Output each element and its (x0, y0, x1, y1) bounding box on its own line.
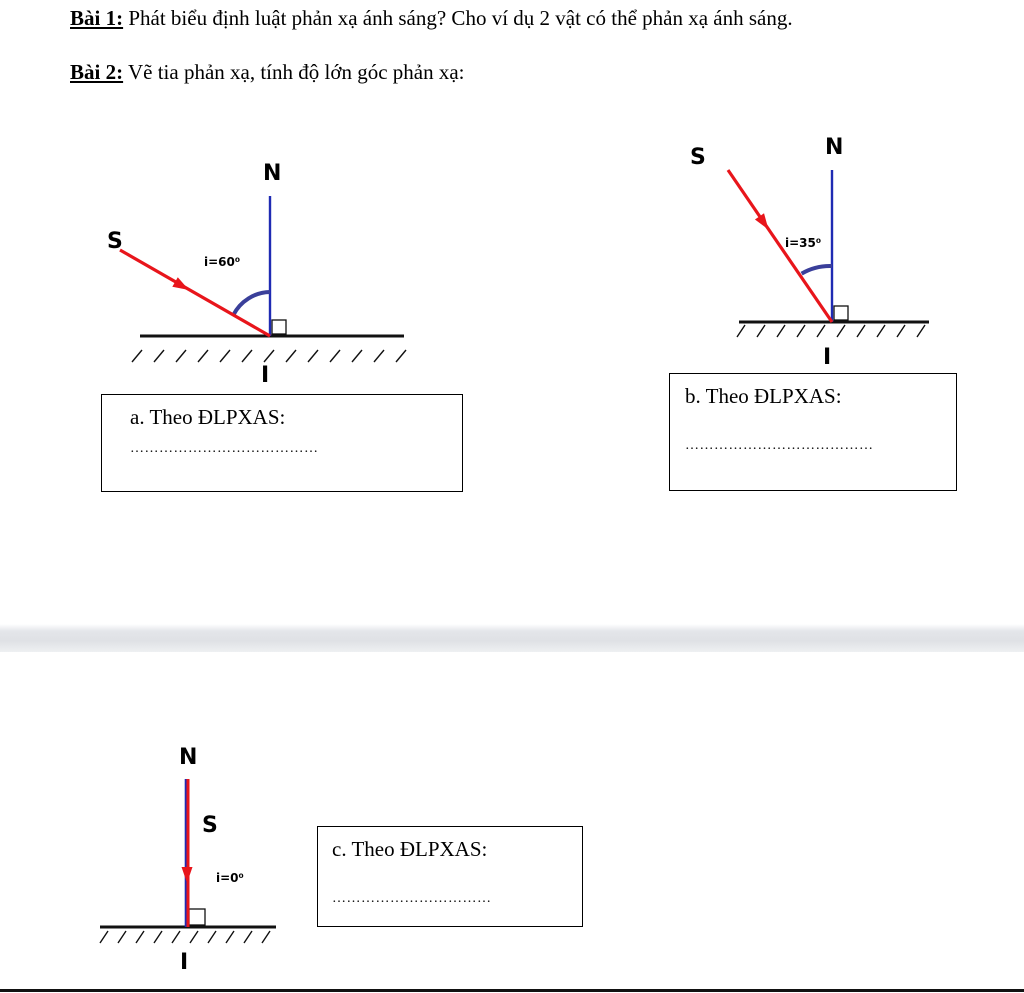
point-label: I (261, 363, 270, 388)
right-angle-marker (272, 320, 286, 334)
normal-label: N (825, 135, 844, 160)
exercise-2 (70, 60, 465, 85)
incident-ray (120, 250, 270, 336)
figure-c-diagram (90, 735, 290, 975)
answer-a-title: a. Theo ĐLPXAS: (130, 405, 286, 429)
bottom-border (0, 989, 1024, 992)
answer-b-blank[interactable]: ………………………………… (685, 438, 874, 453)
angle-label: i=0⁰ (216, 871, 244, 885)
figure-b (685, 125, 945, 370)
ray-arrowhead (182, 867, 193, 883)
page-separator (0, 624, 1024, 652)
mirror-hatching (737, 325, 925, 337)
right-angle-marker (189, 909, 205, 925)
exercise-1-text: Phát biểu định luật phản xạ ánh sáng? Cho ví dụ 2 vật có thể phản xạ ánh sáng. (123, 6, 793, 30)
exercise-2-label: Bài 2: (70, 60, 124, 84)
source-label: S (107, 229, 123, 254)
exercise-2-text: Vẽ tia phản xạ, tính độ lớn góc phản xạ: (123, 60, 465, 84)
figure-b-diagram (685, 125, 945, 370)
normal-label: N (179, 745, 198, 770)
answer-box-c[interactable] (317, 826, 583, 927)
figure-c (90, 735, 290, 975)
point-label: I (823, 345, 832, 370)
angle-label: i=60⁰ (204, 255, 241, 269)
angle-arc (802, 266, 832, 274)
figure-a-diagram (107, 150, 420, 390)
exercise-1-label: Bài 1: (70, 6, 124, 30)
figure-a (107, 150, 420, 390)
answer-box-b[interactable] (669, 373, 957, 491)
source-label: S (202, 813, 218, 838)
angle-label: i=35⁰ (785, 236, 822, 250)
answer-c-blank[interactable]: …………………………… (332, 891, 492, 906)
exercise-1 (70, 6, 793, 31)
angle-arc (233, 292, 270, 315)
answer-c-title: c. Theo ĐLPXAS: (332, 837, 488, 861)
mirror-hatching (100, 931, 270, 943)
mirror-hatching (132, 350, 406, 362)
point-label: I (180, 950, 189, 975)
source-label: S (690, 145, 706, 170)
answer-b-title: b. Theo ĐLPXAS: (685, 384, 842, 408)
answer-box-a[interactable] (101, 394, 463, 492)
normal-label: N (263, 161, 282, 186)
answer-a-blank[interactable]: ………………………………… (130, 441, 319, 456)
right-angle-marker (834, 306, 848, 320)
